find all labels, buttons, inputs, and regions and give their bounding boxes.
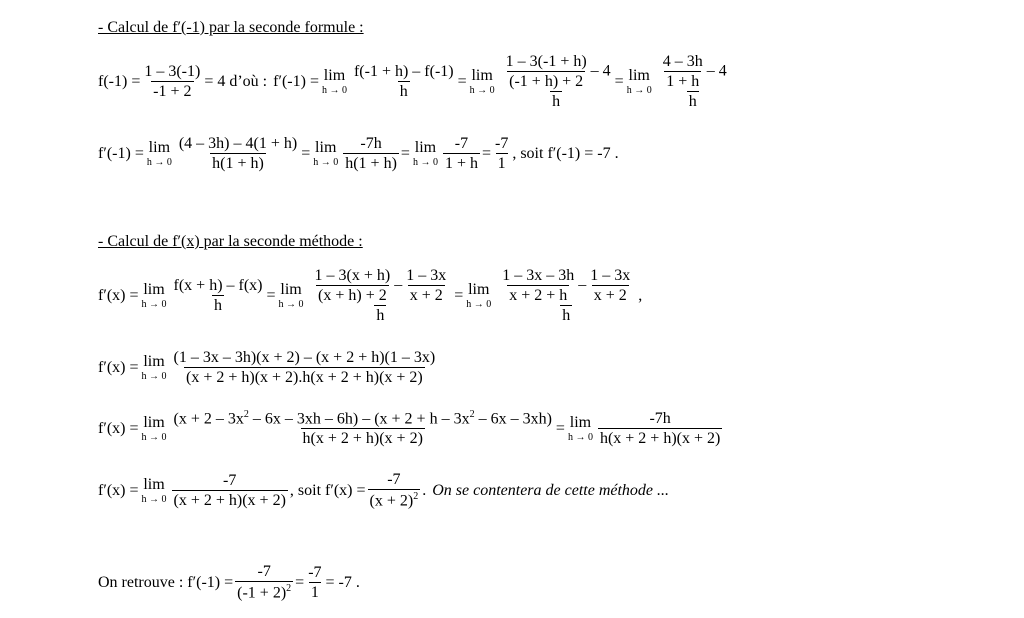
exponent: 2 — [286, 583, 292, 594]
fraction-denominator — [235, 581, 293, 601]
limit-operator — [470, 68, 495, 96]
conclusion-text: , soit f′(-1) = -7 . — [512, 145, 619, 162]
fraction-numerator: 1 – 3(-1) — [144, 63, 201, 80]
fraction-numerator: -7h — [360, 135, 382, 152]
section1-heading: - Calcul de f′(-1) par la seconde formule : — [98, 19, 364, 36]
section2-heading: - Calcul de f′(x) par la seconde méthode : — [98, 233, 363, 250]
fraction-numerator: -7 — [257, 563, 271, 580]
equals-sign: = — [266, 287, 276, 304]
fraction-numerator: 4 – 3h — [662, 53, 703, 70]
limit-operator — [466, 282, 491, 310]
limit-subscript: h → 0 — [141, 371, 167, 382]
limit-word: lim — [628, 67, 650, 84]
limit-word: lim — [143, 281, 165, 298]
compound-fraction — [500, 54, 613, 110]
limit-operator — [413, 140, 438, 168]
numerator-part-b: – 6x – 3xh – 6h) – (x + 2 + h – 3x — [248, 410, 470, 428]
soit-text: , soit f′(x) = — [289, 481, 366, 499]
equals-sign: = — [400, 145, 410, 162]
section2-line4 — [98, 472, 669, 509]
developed-fraction — [172, 410, 554, 447]
derivative-lhs: f′(-1) = — [98, 145, 144, 162]
section2-line2 — [98, 350, 439, 386]
difference-quotient — [352, 64, 456, 100]
limit-word: lim — [468, 281, 490, 298]
denominator-base: (x + 2) — [369, 492, 414, 510]
derivative-lhs: f′(x) = — [98, 419, 139, 437]
fraction-denominator: 1 — [497, 155, 506, 172]
difference-quotient — [172, 278, 265, 314]
fraction-denominator: (x + 2 + h)(x + 2).h(x + 2 + h)(x + 2) — [185, 369, 423, 386]
f-value-lhs: f(-1) = — [98, 73, 141, 90]
simplified-compound-fraction — [657, 54, 729, 110]
fraction-numerator: 1 – 3x — [590, 267, 631, 284]
derivative-lhs: f′(x) = — [98, 359, 139, 376]
limit-word: lim — [315, 139, 337, 156]
limit-operator — [313, 140, 338, 168]
section1-line2 — [98, 136, 619, 172]
fraction-a — [177, 136, 299, 172]
limit-operator — [627, 68, 652, 96]
inner-fraction — [661, 54, 705, 90]
fraction-numerator: -7 — [387, 471, 401, 488]
fraction-numerator: -7 — [454, 135, 469, 152]
limit-fraction — [172, 473, 288, 509]
equals-sign: = — [454, 287, 464, 304]
section3-line — [98, 564, 360, 601]
limit-subscript: h → 0 — [146, 157, 172, 168]
fraction-denominator: h(1 + h) — [212, 155, 264, 172]
limit-operator — [568, 415, 593, 443]
fraction-numerator: -7 — [495, 135, 509, 152]
inner-fraction — [404, 268, 448, 304]
derivative-lhs: f′(x) = — [98, 287, 139, 304]
fraction-d — [493, 136, 510, 172]
numerator-part-a: (x + 2 – 3x — [173, 410, 244, 428]
check-fraction-a — [235, 564, 293, 601]
equals-sign: = — [295, 573, 305, 591]
section2-line3 — [98, 410, 724, 447]
limit-subscript: h → 0 — [141, 431, 167, 443]
fraction-denominator: x + 2 + h — [509, 287, 568, 304]
fraction-denominator — [368, 489, 421, 509]
minus-sign: – — [394, 276, 403, 294]
compound-denominator: h — [376, 307, 385, 324]
equals-sign: = — [457, 73, 467, 90]
exponent: 2 — [469, 409, 475, 420]
compound-denominator: h — [562, 307, 571, 324]
compound-fraction — [309, 268, 453, 324]
limit-subscript: h → 0 — [278, 299, 304, 310]
limit-subscript: h → 0 — [567, 431, 593, 443]
equals-sign: = — [301, 145, 311, 162]
simplified-compound-fraction — [496, 268, 636, 324]
minus-four: – 4 — [706, 62, 727, 80]
fraction-denominator: h(x + 2 + h)(x + 2) — [599, 429, 721, 447]
fraction-denominator: h — [399, 83, 408, 100]
f-value-result: = 4 d’où : — [204, 73, 268, 90]
fraction-denominator: (x + 2 + h)(x + 2) — [173, 491, 286, 509]
result-fraction — [368, 472, 421, 509]
fraction-denominator: h — [214, 297, 223, 314]
limit-subscript: h → 0 — [321, 85, 347, 96]
equals-sign: = — [555, 419, 565, 437]
fraction-denominator: (-1 + h) + 2 — [509, 73, 584, 90]
fraction-numerator: -7 — [223, 471, 237, 489]
period: . — [422, 481, 427, 499]
limit-word: lim — [143, 413, 165, 431]
inner-fraction — [504, 54, 589, 90]
numerator-part-c: – 6x – 3xh) — [474, 410, 552, 428]
minus-four: – 4 — [590, 62, 611, 80]
remark-text: On se contentera de cette méthode ... — [432, 481, 670, 499]
result-text: = -7 . — [325, 573, 360, 591]
fraction-numerator: 1 – 3x – 3h — [502, 267, 575, 284]
limit-subscript: h → 0 — [469, 85, 495, 96]
limit-operator — [279, 282, 304, 310]
limit-word: lim — [471, 67, 493, 84]
minus-sign: – — [578, 276, 587, 294]
fraction-numerator: (1 – 3x – 3h)(x + 2) – (x + 2 + h)(1 – 3x) — [173, 349, 436, 366]
limit-operator — [322, 68, 347, 96]
limit-word: lim — [414, 139, 437, 156]
fraction-denominator: -1 + 2 — [153, 83, 192, 100]
limit-subscript: h → 0 — [313, 157, 339, 168]
derivative-lhs: f′(x) = — [98, 481, 139, 499]
equals-sign: = — [481, 145, 491, 162]
limit-word: lim — [143, 475, 165, 493]
fraction-numerator: 1 – 3x — [406, 267, 447, 284]
fraction-numerator: -7 — [308, 563, 322, 581]
fraction-numerator: 1 – 3(-1 + h) — [505, 53, 587, 70]
inner-fraction — [313, 268, 393, 304]
fraction-denominator: x + 2 — [593, 287, 627, 304]
limit-word: lim — [143, 353, 165, 370]
compound-denominator: h — [552, 93, 561, 110]
denominator-base: (-1 + 2) — [237, 584, 287, 602]
reduced-fraction — [598, 411, 722, 447]
compound-numerator — [496, 268, 636, 305]
compound-numerator — [657, 54, 729, 91]
limit-subscript: h → 0 — [141, 299, 167, 310]
fraction-denominator: h(x + 2 + h)(x + 2) — [302, 430, 423, 448]
limit-operator — [142, 477, 167, 505]
section1-line1 — [98, 54, 731, 110]
fraction-denominator: 1 + h — [666, 73, 700, 90]
fraction-numerator: f(-1 + h) – f(-1) — [353, 63, 454, 80]
derivative-lhs: f′(-1) = — [273, 73, 319, 90]
limit-word: lim — [148, 139, 171, 156]
compound-numerator — [500, 54, 613, 91]
exponent: 2 — [243, 409, 249, 420]
fraction-numerator: -7h — [649, 409, 671, 427]
limit-word: lim — [569, 413, 592, 431]
retrouve-lhs: On retrouve : f′(-1) = — [98, 573, 234, 591]
limit-operator — [142, 354, 167, 382]
fraction-b — [343, 136, 399, 172]
limit-subscript: h → 0 — [412, 157, 438, 168]
fraction-numerator: (4 – 3h) – 4(1 + h) — [178, 135, 298, 152]
fraction-denominator: x + 2 — [409, 287, 443, 304]
equals-sign: = — [614, 73, 624, 90]
inner-fraction — [500, 268, 576, 304]
expanded-fraction — [172, 350, 438, 386]
limit-subscript: h → 0 — [141, 493, 167, 505]
limit-word: lim — [323, 67, 346, 84]
limit-operator — [147, 140, 172, 168]
fraction-denominator: 1 — [310, 583, 319, 601]
compound-numerator — [309, 268, 453, 305]
fraction-numerator: 1 – 3(x + h) — [314, 267, 391, 284]
limit-word: lim — [280, 281, 302, 298]
limit-subscript: h → 0 — [466, 299, 492, 310]
comma: , — [638, 287, 643, 304]
fraction-c — [443, 136, 480, 172]
fraction-denominator: h(1 + h) — [345, 155, 397, 172]
fraction-numerator: f(x + h) – f(x) — [173, 277, 263, 294]
inner-fraction — [588, 268, 632, 304]
limit-subscript: h → 0 — [626, 85, 652, 96]
limit-operator — [142, 415, 167, 443]
check-fraction-b — [306, 565, 323, 601]
fraction-numerator — [172, 410, 554, 428]
exponent: 2 — [413, 491, 419, 502]
f-value-fraction — [142, 64, 202, 100]
fraction-denominator: (x + h) + 2 — [318, 287, 387, 304]
fraction-denominator: 1 + h — [444, 155, 478, 172]
section2-line1 — [98, 268, 642, 324]
compound-denominator: h — [688, 93, 697, 110]
limit-operator — [142, 282, 167, 310]
